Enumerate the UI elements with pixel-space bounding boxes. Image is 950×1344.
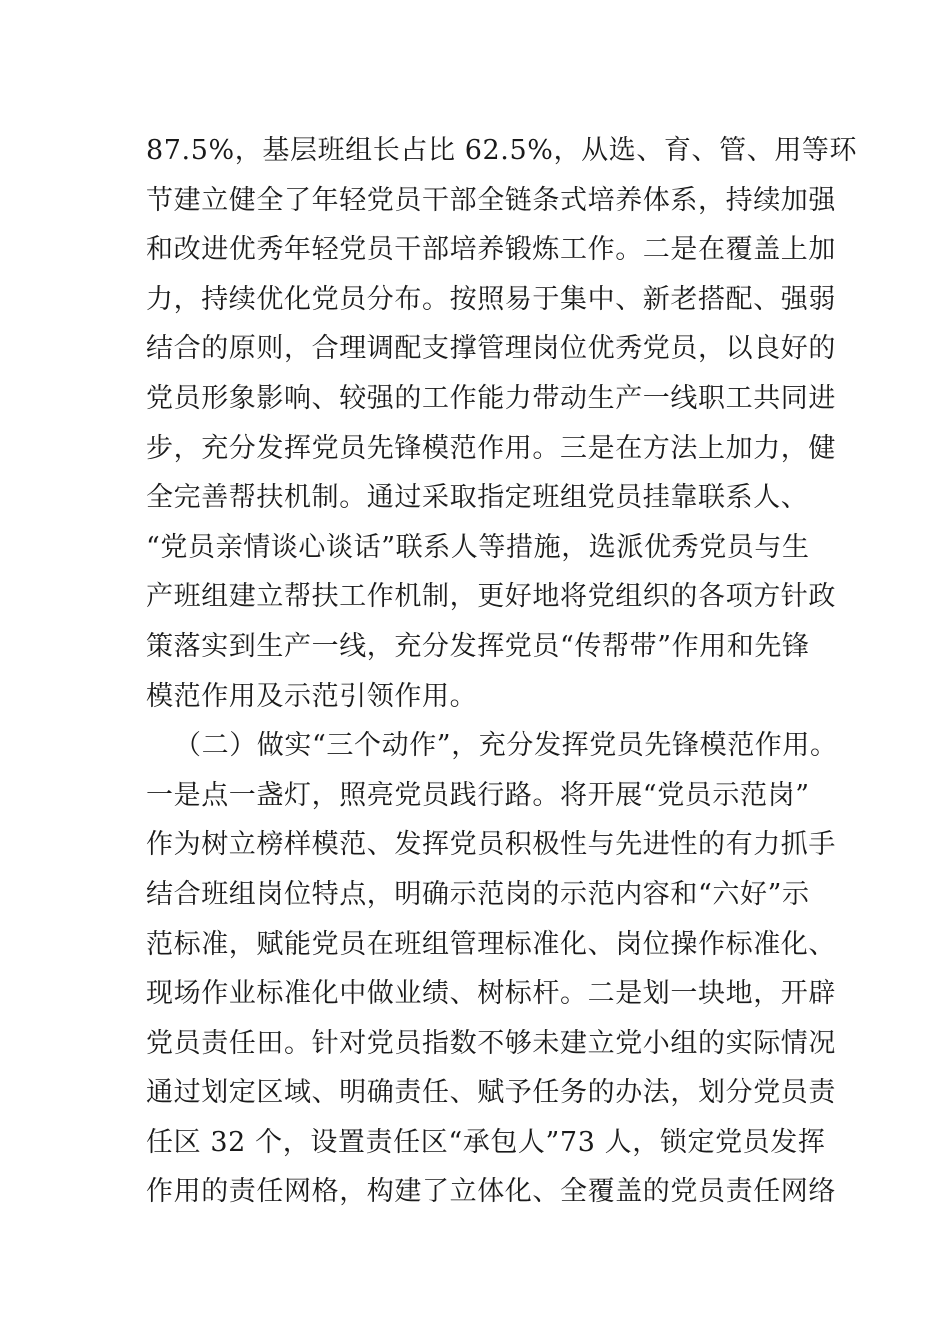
text-line: 作为树立榜样模范、发挥党员积极性与先进性的有力抓手 xyxy=(146,829,836,861)
text-line: 范标准，赋能党员在班组管理标准化、岗位操作标准化、 xyxy=(146,928,836,960)
text-line: 党员责任田。针对党员指数不够未建立党小组的实际情况 xyxy=(146,1027,836,1059)
text-line: 策落实到生产一线，充分发挥党员“传帮带”作用和先锋 xyxy=(146,630,810,662)
text-line: 结合班组岗位特点，明确示范岗的示范内容和“六好”示 xyxy=(146,878,810,910)
text-line: 产班组建立帮扶工作机制，更好地将党组织的各项方针政 xyxy=(146,581,836,613)
text-line: 任区 32 个，设置责任区“承包人”73 人，锁定党员发挥 xyxy=(146,1126,826,1158)
text-line: 力，持续优化党员分布。按照易于集中、新老搭配、强弱 xyxy=(146,283,836,315)
text-line: “党员亲情谈心谈话”联系人等措施，选派优秀党员与生 xyxy=(146,531,810,563)
body-text xyxy=(146,126,858,1217)
text-line: 一是点一盏灯，照亮党员践行路。将开展“党员示范岗” xyxy=(146,779,810,811)
text-line: 和改进优秀年轻党员干部培养锻炼工作。二是在覆盖上加 xyxy=(146,234,836,266)
text-line: 现场作业标准化中做业绩、树标杆。二是划一块地，开辟 xyxy=(146,978,836,1010)
text-line: 通过划定区域、明确责任、赋予任务的办法，划分党员责 xyxy=(146,1077,836,1109)
text-line: 模范作用及示范引领作用。 xyxy=(146,680,478,712)
text-line: 步，充分发挥党员先锋模范作用。三是在方法上加力，健 xyxy=(146,432,836,464)
text-line: 87.5%，基层班组长占比 62.5%，从选、育、管、用等环 xyxy=(146,135,858,166)
section-heading-line: （二）做实“三个动作”，充分发挥党员先锋模范作用。 xyxy=(174,730,838,762)
text-line: 节建立健全了年轻党员干部全链条式培养体系，持续加强 xyxy=(146,184,836,216)
text-line: 作用的责任网格，构建了立体化、全覆盖的党员责任网络 xyxy=(146,1176,836,1208)
text-line: 党员形象影响、较强的工作能力带动生产一线职工共同进 xyxy=(146,382,836,414)
text-line: 全完善帮扶机制。通过采取指定班组党员挂靠联系人、 xyxy=(146,482,809,514)
text-line: 结合的原则，合理调配支撑管理岗位优秀党员，以良好的 xyxy=(146,333,836,365)
